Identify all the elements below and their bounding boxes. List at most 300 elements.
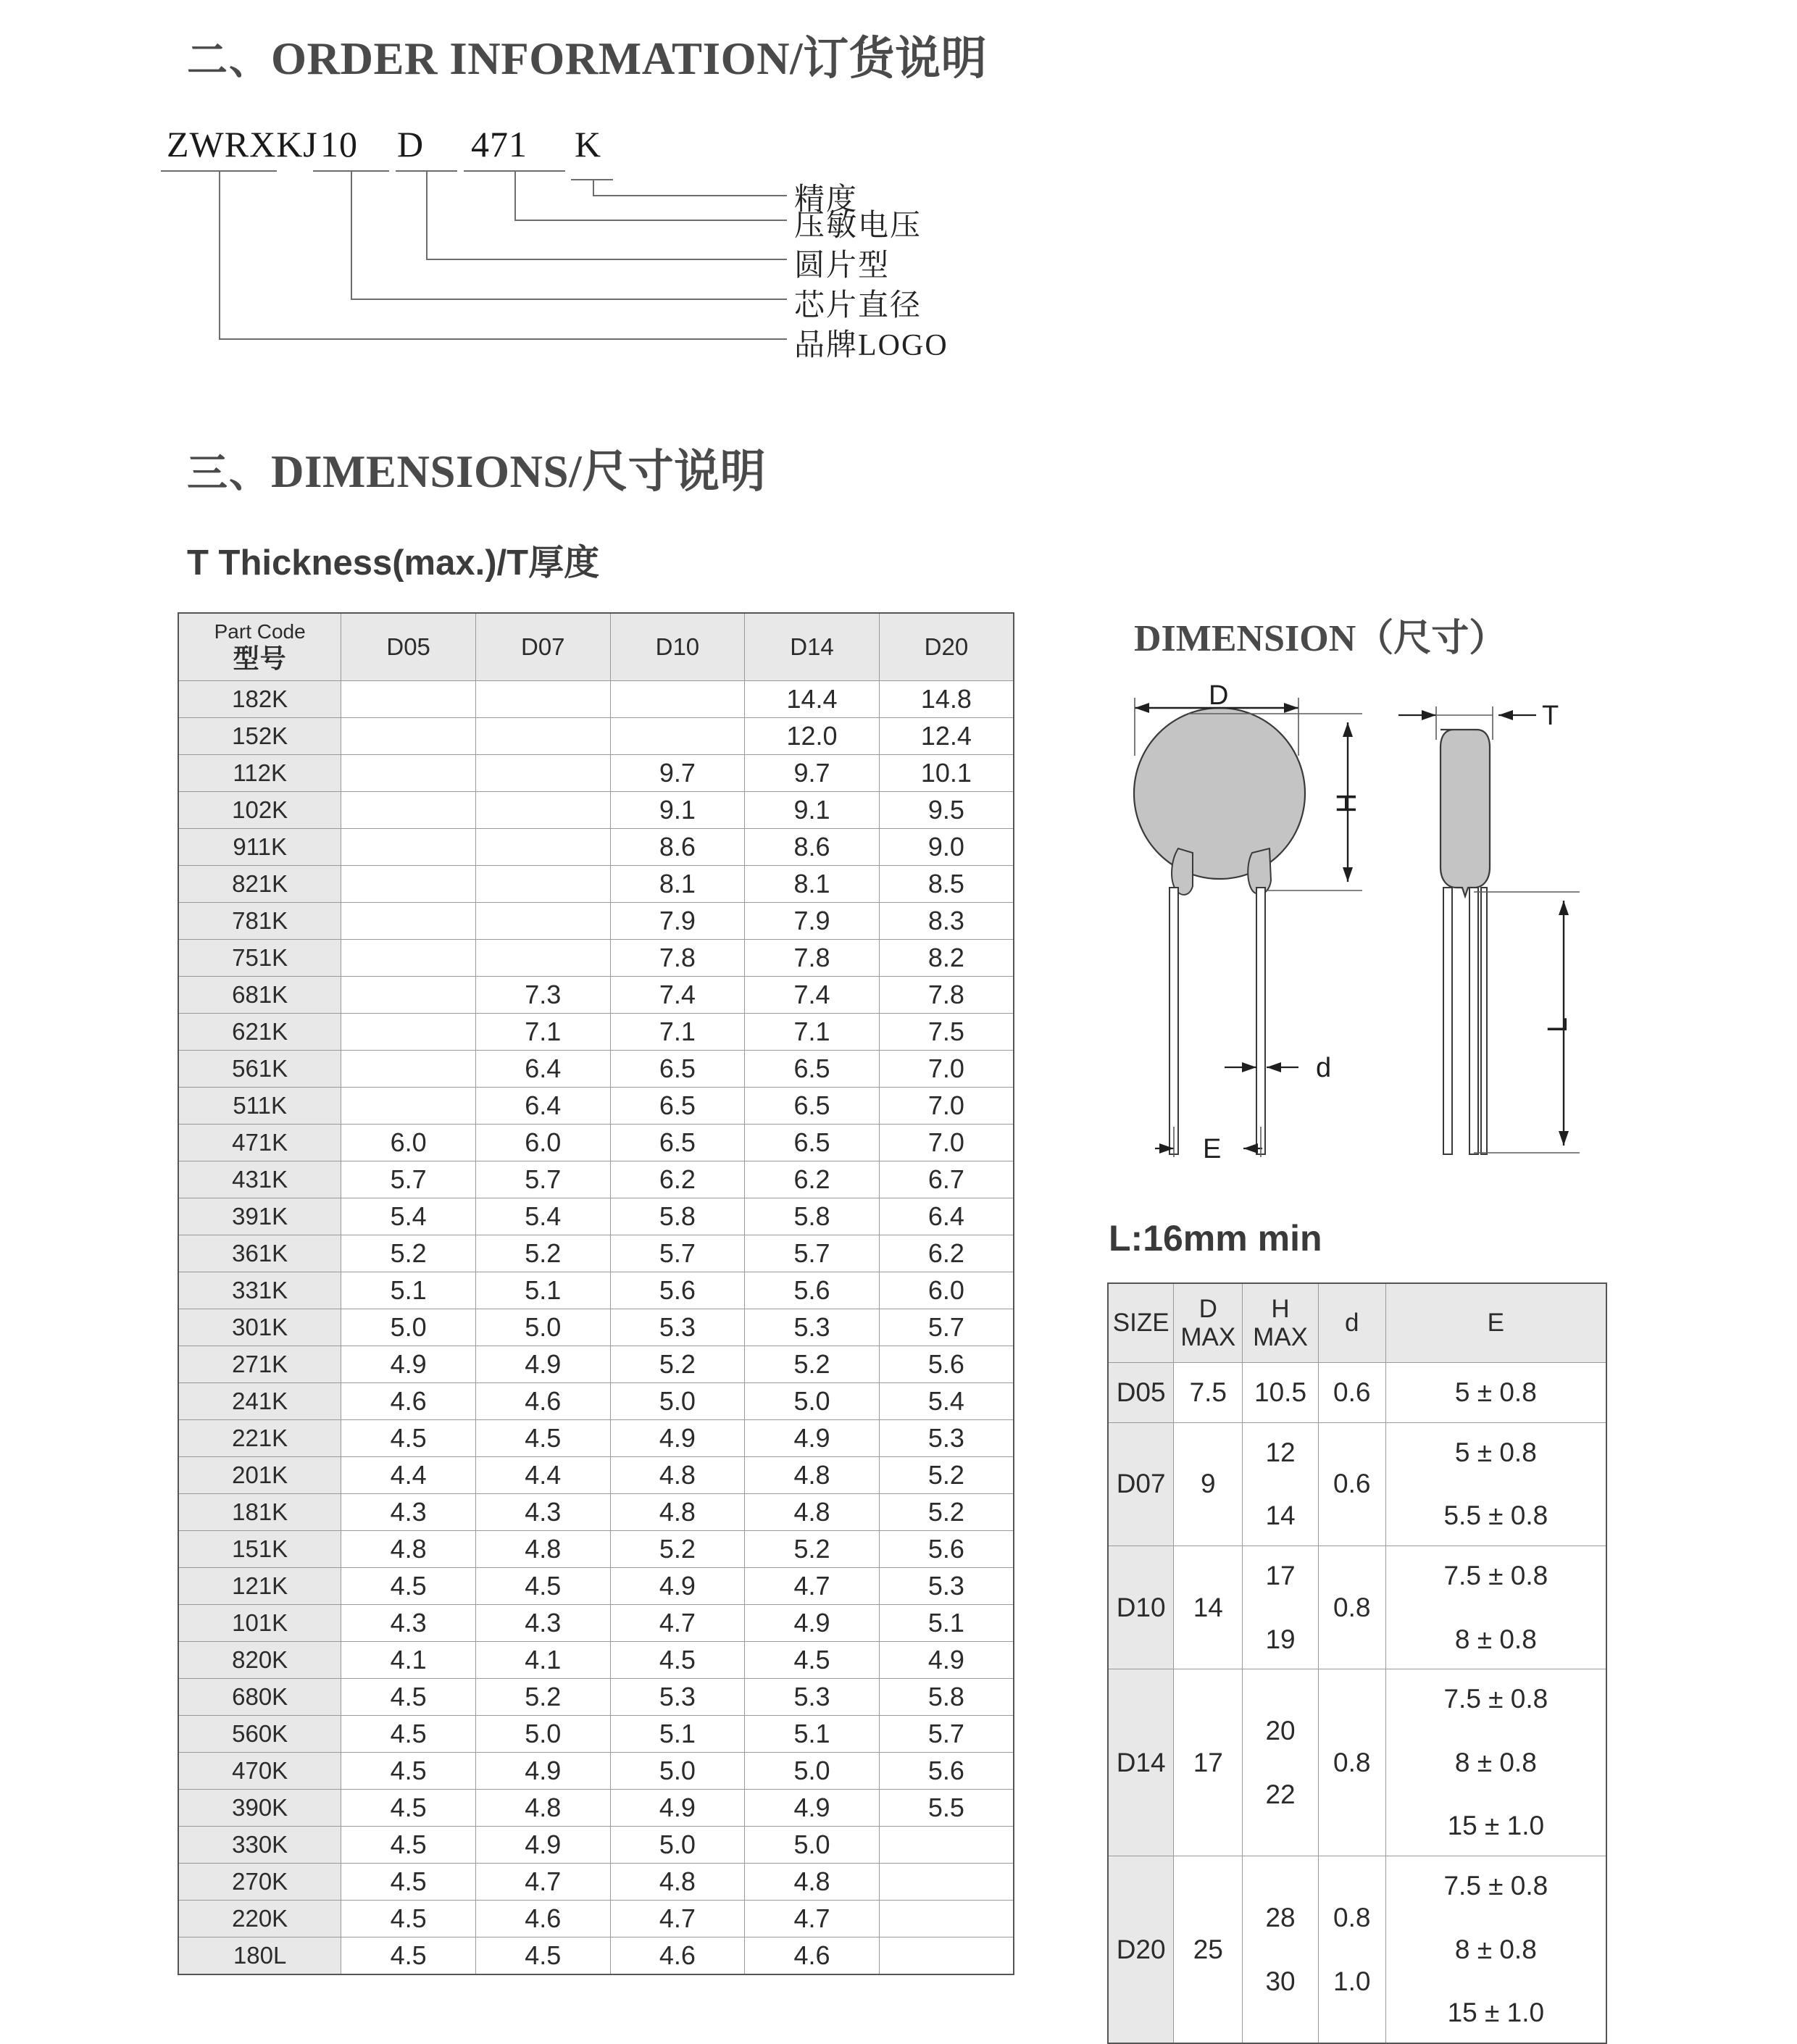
thickness-cell-d10 [610,681,745,718]
thickness-cell-d20: 5.3 [879,1420,1014,1457]
row-header-part-code: 431K [178,1161,341,1198]
h-arrow-bottom-icon [1343,867,1353,882]
leader-brand-logo-horizontal [219,338,787,340]
leader-chip-diameter-horizontal [351,299,787,300]
cell-line-gap [1389,1969,1603,1993]
thickness-table-container [178,612,1014,1975]
table-row [178,1161,1014,1198]
callout-label-tolerance: 精度 [794,183,859,217]
thickness-cell-d14: 5.8 [745,1198,880,1235]
cell-line-gap [1246,1472,1315,1496]
thickness-cell-d10: 4.9 [610,1790,745,1827]
thickness-cell-d20: 6.0 [879,1272,1014,1309]
thickness-cell-d20 [879,1937,1014,1975]
cell-line: 9 [1200,1469,1216,1499]
thickness-cell-d07: 4.5 [475,1420,610,1457]
cell-line: 7.5 ± 0.8 [1443,1560,1548,1590]
t-arrow-left-icon [1422,710,1436,720]
leader-disc-type-horizontal [426,259,787,260]
thickness-cell-d14: 5.0 [745,1383,880,1420]
thickness-cell-d10: 5.1 [610,1716,745,1753]
thickness-cell-d20 [879,1827,1014,1864]
table-row [178,1494,1014,1531]
d-arrow-right-icon [1284,703,1298,713]
thickness-cell-d05: 4.3 [341,1605,476,1642]
thickness-cell-d20: 7.8 [879,977,1014,1014]
row-header-part-code: 221K [178,1420,341,1457]
thickness-table-header-row [178,613,1014,681]
size-table-head [1108,1283,1606,1363]
lead-wire-left [1169,888,1178,1154]
thickness-cell-d20: 8.2 [879,940,1014,977]
column-header-part-code [178,613,341,681]
thickness-cell-d07: 5.0 [475,1716,610,1753]
cell-line: 15 ± 1.0 [1447,1998,1545,2028]
size-row-header: D10 [1108,1545,1174,1669]
dimension-drawing-heading: DIMENSION（尺寸） [1134,618,1507,659]
table-row [178,1679,1014,1716]
callout-label-brand-logo: 品牌LOGO [794,329,948,362]
size-column-header-d: d [1318,1283,1385,1363]
cell-line: 5 ± 0.8 [1454,1377,1537,1407]
thickness-cell-d05: 5.7 [341,1161,476,1198]
table-row [178,1235,1014,1272]
row-header-part-code: 621K [178,1014,341,1051]
column-header-d20: D20 [879,613,1014,681]
thickness-cell-d07: 4.5 [475,1568,610,1605]
row-header-part-code: 301K [178,1309,341,1346]
table-row [178,1051,1014,1088]
thickness-cell-d07 [475,940,610,977]
row-header-part-code: 220K [178,1901,341,1937]
thickness-cell-d07: 4.5 [475,1937,610,1975]
row-header-part-code: 121K [178,1568,341,1605]
cell-line: 17 [1265,1560,1296,1590]
label-thickness: T [1542,701,1559,731]
thickness-cell-d05: 4.5 [341,1753,476,1790]
thickness-cell-d14: 4.8 [745,1864,880,1901]
thickness-cell-d10: 9.7 [610,755,745,792]
size-table-row [1108,1669,1606,1856]
dimensions-heading-number: 三、 [187,451,271,496]
e-arrow-right-icon [1243,1143,1258,1154]
thickness-cell-d14: 5.0 [745,1753,880,1790]
thickness-cell-d20: 5.6 [879,1753,1014,1790]
thickness-cell-d05: 4.5 [341,1901,476,1937]
thickness-cell-d20: 4.9 [879,1642,1014,1679]
thickness-cell-d20: 9.0 [879,829,1014,866]
thickness-cell-d14: 4.7 [745,1568,880,1605]
cell-line: 20 [1265,1716,1296,1746]
thickness-cell-d20: 7.5 [879,1014,1014,1051]
thickness-cell-d07: 6.4 [475,1088,610,1125]
thickness-cell-d10: 4.8 [610,1864,745,1901]
thickness-cell-d14: 7.4 [745,977,880,1014]
thickness-cell-d20 [879,1864,1014,1901]
table-row [178,1937,1014,1975]
row-header-part-code: 391K [178,1198,341,1235]
thickness-cell-d14: 5.0 [745,1827,880,1864]
cell-line: 12 [1265,1437,1296,1467]
table-row [178,1790,1014,1827]
thickness-cell-d14: 5.2 [745,1531,880,1568]
disc-body-side [1440,730,1490,896]
thickness-cell-d07: 4.6 [475,1383,610,1420]
thickness-cell-d05 [341,1088,476,1125]
thickness-cell-d10: 5.0 [610,1753,745,1790]
label-lead-spacing: E [1203,1134,1222,1164]
varistor-drawing-svg [1101,670,1609,1170]
column-header-part-code-cn: 型号 [233,643,287,674]
dimensions-heading-text: DIMENSIONS/尺寸说明 [271,446,767,497]
table-row [178,940,1014,977]
cell-line: 0.8 [1333,1747,1371,1777]
label-diameter: D [1209,680,1229,711]
thickness-cell-d07: 7.3 [475,977,610,1014]
row-header-part-code: 201K [178,1457,341,1494]
row-header-part-code: 181K [178,1494,341,1531]
thickness-cell-d14: 5.7 [745,1235,880,1272]
cell-line: 14 [1265,1501,1296,1531]
dimensions-heading [187,435,766,501]
thickness-cell-d10: 4.8 [610,1494,745,1531]
thickness-cell-d14: 5.6 [745,1272,880,1309]
cell-line: 5 ± 0.8 [1454,1437,1537,1467]
column-header-d07: D07 [475,613,610,681]
thickness-cell-d20: 5.1 [879,1605,1014,1642]
h-arrow-top-icon [1343,722,1353,737]
table-row [178,1753,1014,1790]
row-header-part-code: 330K [178,1827,341,1864]
thickness-cell-d07: 4.8 [475,1531,610,1568]
row-header-part-code: 680K [178,1679,341,1716]
table-row [178,1605,1014,1642]
thickness-cell-d10: 7.4 [610,977,745,1014]
cell-line-gap [1389,1906,1603,1930]
size-cell-d-max [1174,1422,1243,1545]
cell-line: 30 [1265,1966,1296,1996]
thickness-cell-d14: 6.5 [745,1088,880,1125]
size-column-header-e: E [1385,1283,1606,1363]
thickness-cell-d07 [475,681,610,718]
thickness-cell-d05 [341,1051,476,1088]
table-row [178,1309,1014,1346]
thickness-cell-d07 [475,903,610,940]
thickness-cell-d20: 5.6 [879,1346,1014,1383]
size-table-header-row [1108,1283,1606,1363]
row-header-part-code: 112K [178,755,341,792]
thickness-cell-d05: 4.5 [341,1716,476,1753]
cell-line-gap [1246,1595,1315,1620]
thickness-cell-d20: 6.4 [879,1198,1014,1235]
table-row [178,718,1014,755]
thickness-cell-d10: 6.2 [610,1161,745,1198]
thickness-cell-d07: 4.9 [475,1753,610,1790]
cell-line: 19 [1265,1624,1296,1654]
thickness-cell-d07: 4.9 [475,1827,610,1864]
thickness-cell-d05: 4.5 [341,1937,476,1975]
table-row [178,1346,1014,1383]
row-header-part-code: 511K [178,1088,341,1125]
row-header-part-code: 390K [178,1790,341,1827]
thickness-cell-d10: 5.3 [610,1309,745,1346]
thickness-cell-d14: 8.1 [745,866,880,903]
cell-line: 7.5 ± 0.8 [1443,1871,1548,1901]
size-cell-h-max [1243,1545,1319,1669]
size-cell-lead-diameter [1318,1545,1385,1669]
cell-line: 22 [1265,1779,1296,1809]
thickness-table-body [178,681,1014,1975]
table-row [178,1864,1014,1901]
row-header-part-code: 271K [178,1346,341,1383]
thickness-cell-d20: 5.7 [879,1716,1014,1753]
thickness-cell-d07: 6.4 [475,1051,610,1088]
thickness-cell-d07 [475,829,610,866]
cell-line: 7.5 [1189,1377,1227,1407]
cell-line: 0.6 [1333,1469,1371,1499]
size-cell-lead-diameter [1318,1422,1385,1545]
thickness-cell-d20: 5.2 [879,1457,1014,1494]
thickness-cell-d10: 5.6 [610,1272,745,1309]
thickness-cell-d10: 4.6 [610,1937,745,1975]
thickness-cell-d20: 8.3 [879,903,1014,940]
thickness-cell-d10: 7.8 [610,940,745,977]
thickness-cell-d07: 4.3 [475,1494,610,1531]
chip-diameter-token: 10 [320,124,358,164]
size-row-header: D20 [1108,1856,1174,2043]
thickness-cell-d20: 10.1 [879,755,1014,792]
thickness-cell-d05: 4.8 [341,1531,476,1568]
thickness-cell-d14: 5.3 [745,1679,880,1716]
row-header-part-code: 331K [178,1272,341,1309]
thickness-cell-d10: 5.7 [610,1235,745,1272]
thickness-cell-d07: 4.7 [475,1864,610,1901]
thickness-cell-d05: 4.5 [341,1827,476,1864]
thickness-cell-d14: 5.1 [745,1716,880,1753]
size-cell-lead-diameter [1318,1363,1385,1423]
size-row-header: D14 [1108,1669,1174,1856]
thickness-cell-d05: 5.0 [341,1309,476,1346]
cell-line: 17 [1193,1747,1223,1777]
thickness-cell-d10: 4.5 [610,1642,745,1679]
size-table-container [1107,1282,1607,2044]
table-row [178,903,1014,940]
size-table-row [1108,1363,1606,1423]
thickness-cell-d10: 6.5 [610,1125,745,1161]
thickness-cell-d14: 4.8 [745,1457,880,1494]
row-header-part-code: 781K [178,903,341,940]
cell-line-gap [1246,1937,1315,1962]
label-lead-length: L [1543,1017,1574,1033]
order-heading-text: ORDER INFORMATION/订货说明 [271,33,988,84]
size-table-row [1108,1545,1606,1669]
size-cell-lead-spacing [1385,1422,1606,1545]
thickness-cell-d10: 5.3 [610,1679,745,1716]
cell-line: 8 ± 0.8 [1454,1624,1537,1654]
thickness-cell-d14: 5.2 [745,1346,880,1383]
table-row [178,1088,1014,1125]
thickness-cell-d20: 8.5 [879,866,1014,903]
thickness-cell-d07: 5.1 [475,1272,610,1309]
thickness-cell-d05: 4.3 [341,1494,476,1531]
row-header-part-code: 751K [178,940,341,977]
row-header-part-code: 152K [178,718,341,755]
thickness-cell-d05: 4.5 [341,1864,476,1901]
cell-line-gap [1389,1782,1603,1806]
thickness-cell-d20: 7.0 [879,1125,1014,1161]
thickness-cell-d05: 5.2 [341,1235,476,1272]
disc-body-front [1134,708,1305,879]
row-header-part-code: 270K [178,1864,341,1901]
thickness-cell-d07: 4.6 [475,1901,610,1937]
thickness-cell-d07: 4.9 [475,1346,610,1383]
leader-varistor-voltage-horizontal [514,220,787,221]
table-row [178,1568,1014,1605]
thickness-cell-d05: 5.1 [341,1272,476,1309]
row-header-part-code: 681K [178,977,341,1014]
thickness-cell-d10: 9.1 [610,792,745,829]
lead-wire-side-left [1443,888,1452,1154]
size-cell-lead-diameter [1318,1669,1385,1856]
d-arrow-left-icon [1135,703,1149,713]
size-cell-lead-spacing [1385,1363,1606,1423]
thickness-cell-d14: 6.5 [745,1125,880,1161]
leader-disc-type-vertical [426,170,428,259]
thickness-cell-d05 [341,755,476,792]
cell-line: 1.0 [1333,1966,1371,1996]
thickness-cell-d10: 8.6 [610,829,745,866]
l-arrow-top-icon [1559,901,1569,915]
thickness-cell-d05: 6.0 [341,1125,476,1161]
thickness-cell-d10: 5.0 [610,1827,745,1864]
size-table-body [1108,1363,1606,2044]
leader-tolerance-vertical [593,179,594,195]
row-header-part-code: 560K [178,1716,341,1753]
table-row [178,1901,1014,1937]
size-row-header: D07 [1108,1422,1174,1545]
table-row [178,1642,1014,1679]
thickness-cell-d07: 5.2 [475,1235,610,1272]
thickness-cell-d05 [341,940,476,977]
size-cell-h-max [1243,1669,1319,1856]
size-cell-lead-spacing [1385,1669,1606,1856]
thickness-cell-d10: 5.8 [610,1198,745,1235]
cell-line: 14 [1193,1592,1223,1622]
row-header-part-code: 821K [178,866,341,903]
table-row [178,755,1014,792]
cell-line: 28 [1265,1902,1296,1932]
label-height: H [1332,793,1363,814]
row-header-part-code: 820K [178,1642,341,1679]
size-column-header-h-max: H MAX [1243,1283,1319,1363]
thickness-cell-d10: 4.7 [610,1901,745,1937]
thickness-cell-d14: 5.3 [745,1309,880,1346]
size-table-row [1108,1856,1606,2043]
thickness-cell-d10: 7.1 [610,1014,745,1051]
thickness-cell-d14: 4.9 [745,1420,880,1457]
varistor-dimension-drawing [1101,670,1609,1170]
thickness-cell-d10: 4.8 [610,1457,745,1494]
row-header-part-code: 102K [178,792,341,829]
thickness-cell-d07: 7.1 [475,1014,610,1051]
leader-chip-diameter-vertical [351,170,352,299]
thickness-cell-d05: 5.4 [341,1198,476,1235]
thickness-cell-d10: 5.2 [610,1531,745,1568]
thickness-cell-d20: 5.4 [879,1383,1014,1420]
leader-varistor-voltage-vertical [514,170,516,220]
cell-line: 7.5 ± 0.8 [1443,1684,1548,1714]
thickness-cell-d14: 4.5 [745,1642,880,1679]
thickness-cell-d05 [341,1014,476,1051]
thickness-cell-d05: 4.5 [341,1420,476,1457]
size-cell-d-max [1174,1669,1243,1856]
size-table-row [1108,1422,1606,1545]
thickness-cell-d14: 6.2 [745,1161,880,1198]
thickness-cell-d07: 4.1 [475,1642,610,1679]
thickness-cell-d14: 4.8 [745,1494,880,1531]
size-cell-d-max [1174,1545,1243,1669]
thickness-cell-d07: 4.8 [475,1790,610,1827]
thickness-cell-d07: 5.0 [475,1309,610,1346]
cell-line: 8 ± 0.8 [1454,1747,1537,1777]
cell-line-gap [1389,1472,1603,1496]
thickness-cell-d10: 4.7 [610,1605,745,1642]
tolerance-token: K [575,124,602,164]
thickness-cell-d10: 5.2 [610,1346,745,1383]
thickness-cell-d20 [879,1901,1014,1937]
size-cell-lead-diameter [1318,1856,1385,2043]
thickness-cell-d05: 4.5 [341,1568,476,1605]
thickness-cell-d14: 12.0 [745,718,880,755]
thickness-cell-d20: 5.8 [879,1679,1014,1716]
cell-line: 15 ± 1.0 [1447,1811,1545,1841]
thickness-cell-d07: 5.2 [475,1679,610,1716]
thickness-cell-d05 [341,903,476,940]
thickness-cell-d14: 9.1 [745,792,880,829]
cell-line-gap [1389,1719,1603,1743]
table-row [178,1383,1014,1420]
table-row [178,829,1014,866]
lead-wire-right [1256,888,1265,1154]
cell-line: 0.6 [1333,1377,1371,1407]
thickness-cell-d10: 5.0 [610,1383,745,1420]
thickness-cell-d07 [475,792,610,829]
row-header-part-code: 180L [178,1937,341,1975]
thickness-cell-d07: 4.4 [475,1457,610,1494]
size-cell-d-max [1174,1856,1243,2043]
size-cell-h-max [1243,1422,1319,1545]
size-cell-h-max [1243,1363,1319,1423]
thickness-table-head [178,613,1014,681]
thickness-cell-d07: 4.3 [475,1605,610,1642]
lead-wire-side-back [1481,888,1487,1154]
underline-tolerance [571,179,613,180]
thickness-cell-d07 [475,718,610,755]
lead-wire-side-right [1469,888,1478,1154]
thickness-cell-d14: 9.7 [745,755,880,792]
disc-type-token: D [397,124,425,164]
table-row [178,866,1014,903]
size-cell-lead-spacing [1385,1856,1606,2043]
thickness-cell-d14: 4.9 [745,1605,880,1642]
order-information-heading [187,22,987,88]
thickness-cell-d20: 5.3 [879,1568,1014,1605]
thickness-cell-d10: 8.1 [610,866,745,903]
thickness-cell-d05 [341,977,476,1014]
thickness-subheading: T Thickness(max.)/T厚度 [187,543,600,583]
thickness-cell-d20: 7.0 [879,1051,1014,1088]
thickness-cell-d14: 6.5 [745,1051,880,1088]
